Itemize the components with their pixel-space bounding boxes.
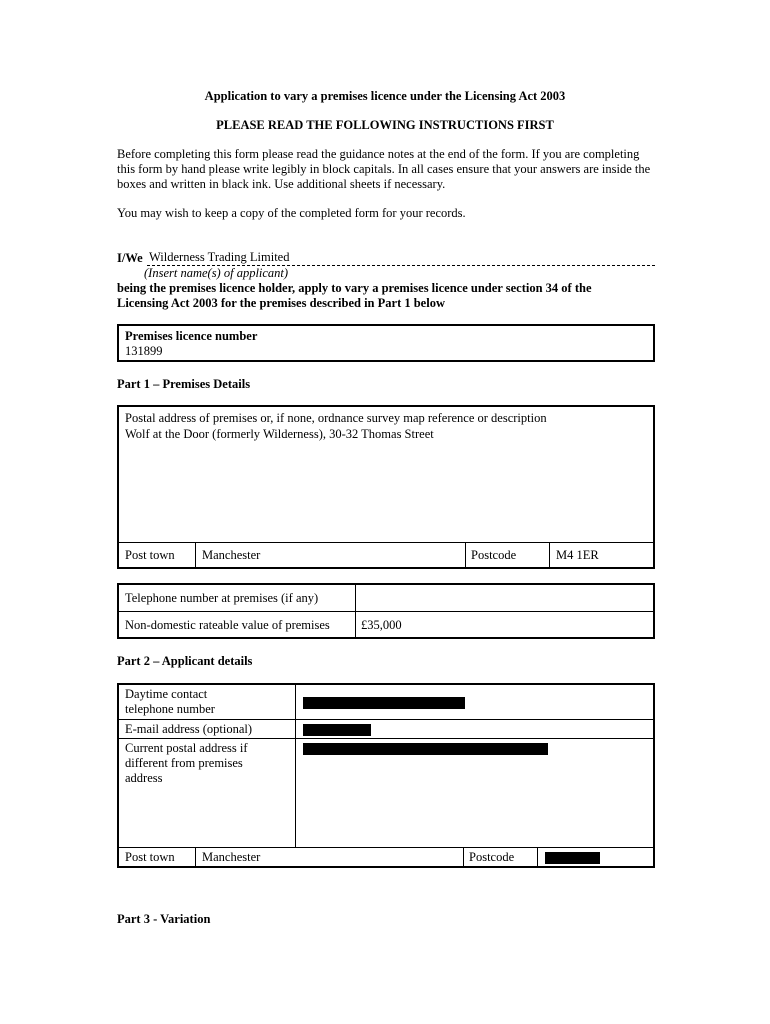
redacted-address	[303, 743, 548, 755]
licence-number-box	[117, 324, 655, 362]
applicant-hint: (Insert name(s) of applicant)	[144, 266, 289, 280]
divider	[119, 611, 653, 612]
post-town-label: Post town	[125, 850, 175, 864]
part2-heading: Part 2 – Applicant details	[117, 654, 253, 668]
part1-heading: Part 1 – Premises Details	[117, 377, 251, 391]
divider	[195, 542, 196, 567]
address-label-line-2: different from premises	[125, 756, 243, 770]
post-town-label: Post town	[125, 548, 175, 562]
form-title: Application to vary a premises licence under the Licensing Act 2003	[204, 89, 566, 103]
rateable-value-label: Non-domestic rateable value of premises	[125, 618, 330, 632]
part3-heading: Part 3 - Variation	[117, 912, 211, 926]
records-note: You may wish to keep a copy of the completed form for your records.	[117, 206, 466, 220]
licence-number-label: Premises licence number	[125, 329, 258, 343]
divider	[119, 542, 653, 543]
divider	[537, 847, 538, 866]
telephone-label: Telephone number at premises (if any)	[125, 591, 319, 605]
divider	[463, 847, 464, 866]
divider	[195, 847, 196, 866]
rateable-value[interactable]: £35,000	[361, 618, 402, 632]
divider	[549, 542, 550, 567]
redacted-email	[303, 724, 371, 736]
postcode-value[interactable]: M4 1ER	[556, 548, 599, 562]
divider	[119, 847, 653, 848]
redacted-postcode	[545, 852, 600, 864]
phone-label-line-1: Daytime contact	[125, 687, 208, 701]
premises-address-value[interactable]: Wolf at the Door (formerly Wilderness), 30-32 Thomas Street	[125, 427, 434, 441]
applicant-name[interactable]: Wilderness Trading Limited	[149, 250, 290, 264]
post-town-value[interactable]: Manchester	[202, 850, 261, 864]
postcode-label: Postcode	[469, 850, 515, 864]
address-label-line-1: Current postal address if	[125, 741, 248, 755]
divider	[465, 542, 466, 567]
address-label-line-3: address	[125, 771, 163, 785]
applicant-label: I/We	[117, 251, 143, 265]
post-town-value[interactable]: Manchester	[202, 548, 261, 562]
redacted-phone	[303, 697, 465, 709]
statement-line-2: Licensing Act 2003 for the premises described in Part 1 below	[117, 296, 445, 310]
divider	[119, 719, 653, 720]
instructions-paragraph: Before completing this form please read the guidance notes at the end of the form. If you are completing this form by hand please write legibly in block capitals. In all cases ensure that your answers are inside the boxes and written in black ink. Use additional sheets if necessary.	[117, 147, 651, 191]
statement-line-1: being the premises licence holder, apply to vary a premises licence under section 34 of the	[117, 281, 592, 295]
applicant-details-table	[117, 683, 655, 868]
premises-address-label: Postal address of premises or, if none, ordnance survey map reference or description	[125, 411, 547, 425]
premises-address-box	[117, 405, 655, 569]
postcode-label: Postcode	[471, 548, 517, 562]
licence-number-value[interactable]: 131899	[125, 344, 163, 358]
divider	[295, 685, 296, 847]
phone-label-line-2: telephone number	[125, 702, 215, 716]
instructions-heading: PLEASE READ THE FOLLOWING INSTRUCTIONS FIRST	[216, 118, 554, 132]
divider	[119, 738, 653, 739]
email-label: E-mail address (optional)	[125, 722, 253, 736]
premises-info-table	[117, 583, 655, 639]
